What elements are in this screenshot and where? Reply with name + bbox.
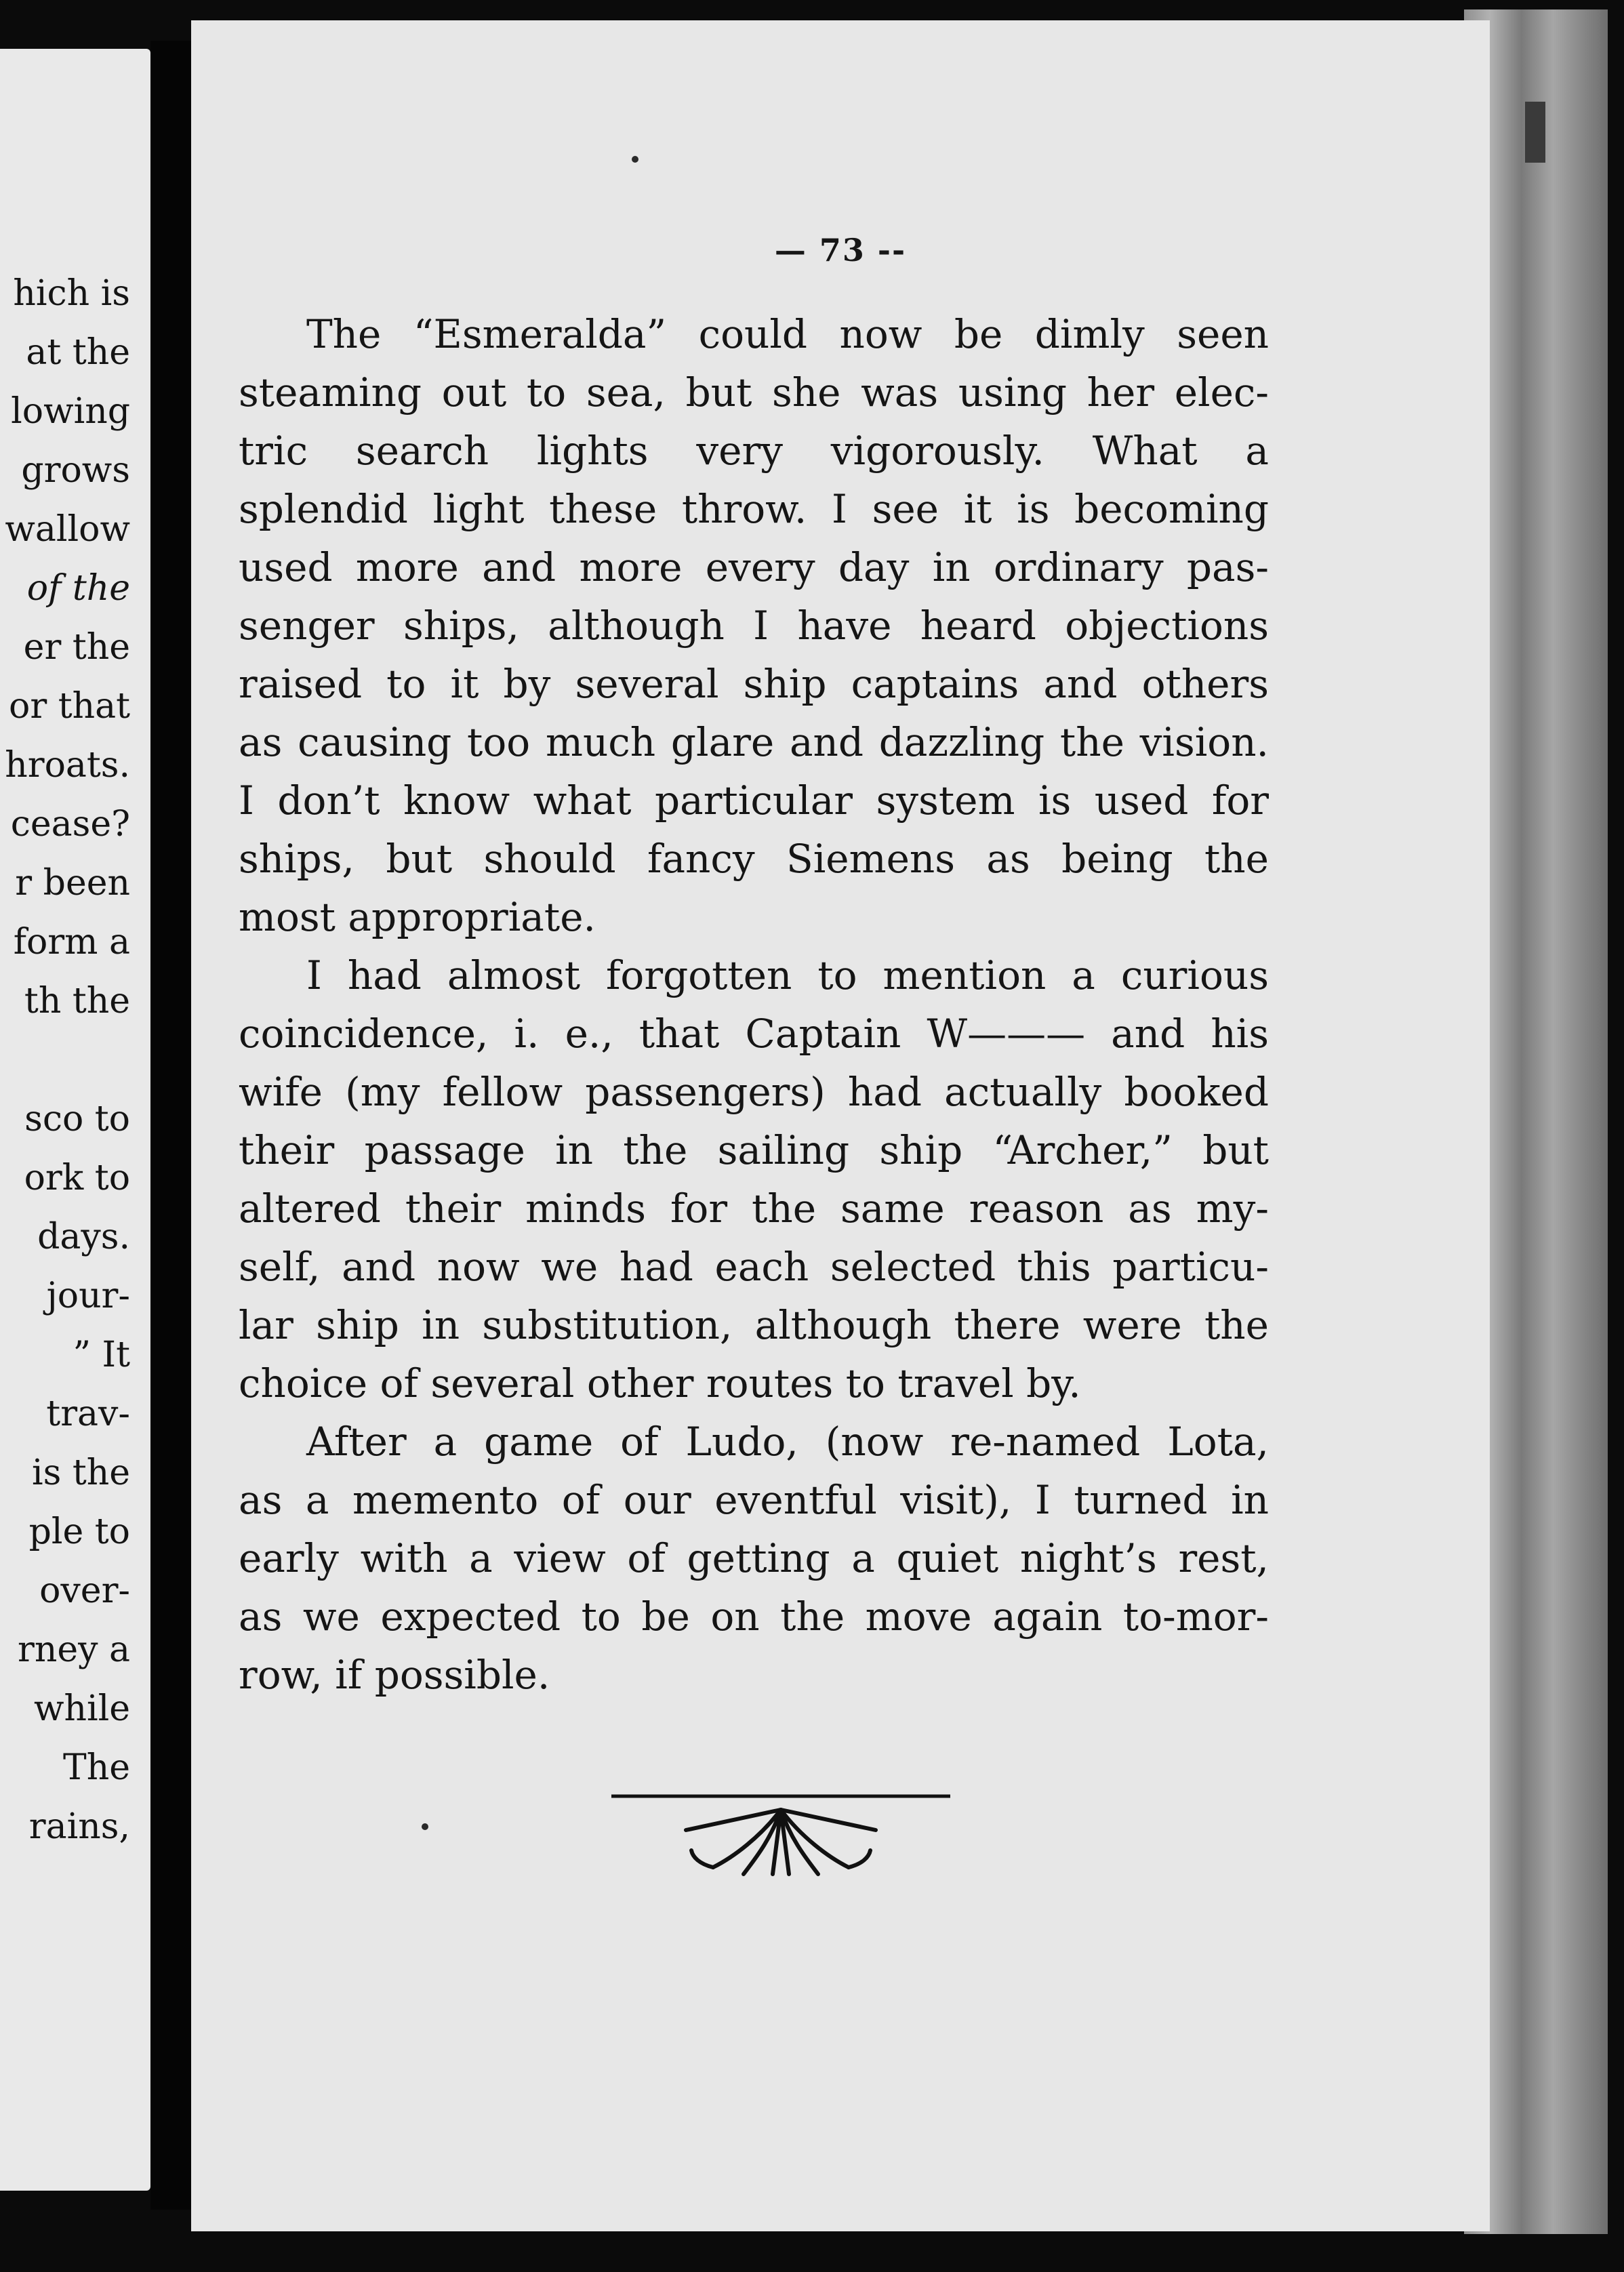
text-line: as a memento of our eventful visit), I turned in xyxy=(239,1477,1269,1523)
left-line: r been xyxy=(15,863,130,904)
text-line: row, if possible. xyxy=(239,1652,550,1698)
text-line: their passage in the sailing ship “Archer,” but xyxy=(239,1127,1269,1173)
text-line: ships, but should fancy Siemens as being the xyxy=(239,836,1269,882)
left-line: rney a xyxy=(17,1629,130,1670)
text-line: I don’t know what particular system is used for xyxy=(239,777,1269,824)
tailpiece-ornament xyxy=(611,1783,950,1891)
left-line: ork to xyxy=(24,1158,130,1198)
left-line: rains, xyxy=(28,1806,130,1847)
left-line: while xyxy=(33,1688,130,1729)
left-line: sco to xyxy=(24,1099,130,1139)
left-line: er the xyxy=(23,627,130,668)
left-line: grows xyxy=(21,450,130,491)
text-line: I had almost forgotten to mention a curious xyxy=(306,952,1269,998)
left-line: is the xyxy=(31,1453,130,1493)
left-line: form a xyxy=(13,922,130,962)
text-line: used more and more every day in ordinary pas- xyxy=(239,544,1269,590)
text-line: as causing too much glare and dazzling the vision. xyxy=(239,719,1269,765)
text-line: self, and now we had each selected this particu- xyxy=(239,1244,1269,1290)
body-text xyxy=(239,305,1269,1704)
left-line: The xyxy=(63,1747,130,1788)
text-line: wife (my fellow passengers) had actually booked xyxy=(239,1069,1269,1115)
previous-page-fragment xyxy=(0,49,150,2191)
text-line: raised to it by several ship captains and others xyxy=(239,661,1269,707)
page-73 xyxy=(191,20,1490,2231)
speck xyxy=(422,1823,428,1830)
text-line: coincidence, i. e., that Captain W——— and his xyxy=(239,1011,1269,1057)
book-gutter xyxy=(150,41,191,2210)
text-line: tric search lights very vigorously. What a xyxy=(239,428,1269,474)
text-line: The “Esmeralda” could now be dimly seen xyxy=(306,311,1269,357)
left-line: lowing xyxy=(11,391,130,432)
left-line: th the xyxy=(24,981,130,1021)
left-line: ple to xyxy=(28,1512,130,1552)
text-line: as we expected to be on the move again to-mor- xyxy=(239,1594,1269,1640)
left-line: wallow xyxy=(5,509,130,550)
left-line: trav- xyxy=(46,1394,130,1434)
left-line: hroats. xyxy=(5,745,130,786)
previous-page-text xyxy=(5,264,130,1857)
paragraph-coincidence xyxy=(239,946,1269,1413)
speck xyxy=(632,156,638,163)
page-edge-mark xyxy=(1525,102,1545,163)
left-line: jour- xyxy=(46,1276,130,1316)
paragraph-esmeralda xyxy=(239,305,1269,946)
text-line: altered their minds for the same reason as my- xyxy=(239,1185,1269,1232)
ornament-flourish xyxy=(686,1810,876,1874)
text-line: steaming out to sea, but she was using her elec- xyxy=(239,369,1269,415)
left-line-blank xyxy=(5,1031,130,1090)
text-line: After a game of Ludo, (now re-named Lota, xyxy=(306,1419,1269,1465)
left-line: of the xyxy=(26,568,130,609)
paragraph-ludo xyxy=(239,1413,1269,1704)
left-line: hich is xyxy=(13,273,130,314)
page-number: — 73 -- xyxy=(774,232,907,268)
text-line: choice of several other routes to travel by. xyxy=(239,1360,1081,1406)
text-line: senger ships, although I have heard objections xyxy=(239,603,1269,649)
text-line: most appropriate. xyxy=(239,894,596,940)
text-line: splendid light these throw. I see it is becoming xyxy=(239,486,1269,532)
left-line: or that xyxy=(9,686,130,727)
left-line: at the xyxy=(26,332,130,373)
text-line: early with a view of getting a quiet night’s rest, xyxy=(239,1535,1269,1581)
left-line: over- xyxy=(39,1570,130,1611)
left-line: cease? xyxy=(10,804,130,845)
left-line: ” It xyxy=(73,1335,130,1375)
left-line: days. xyxy=(37,1217,130,1257)
text-line: lar ship in substitution, although there were the xyxy=(239,1302,1269,1348)
